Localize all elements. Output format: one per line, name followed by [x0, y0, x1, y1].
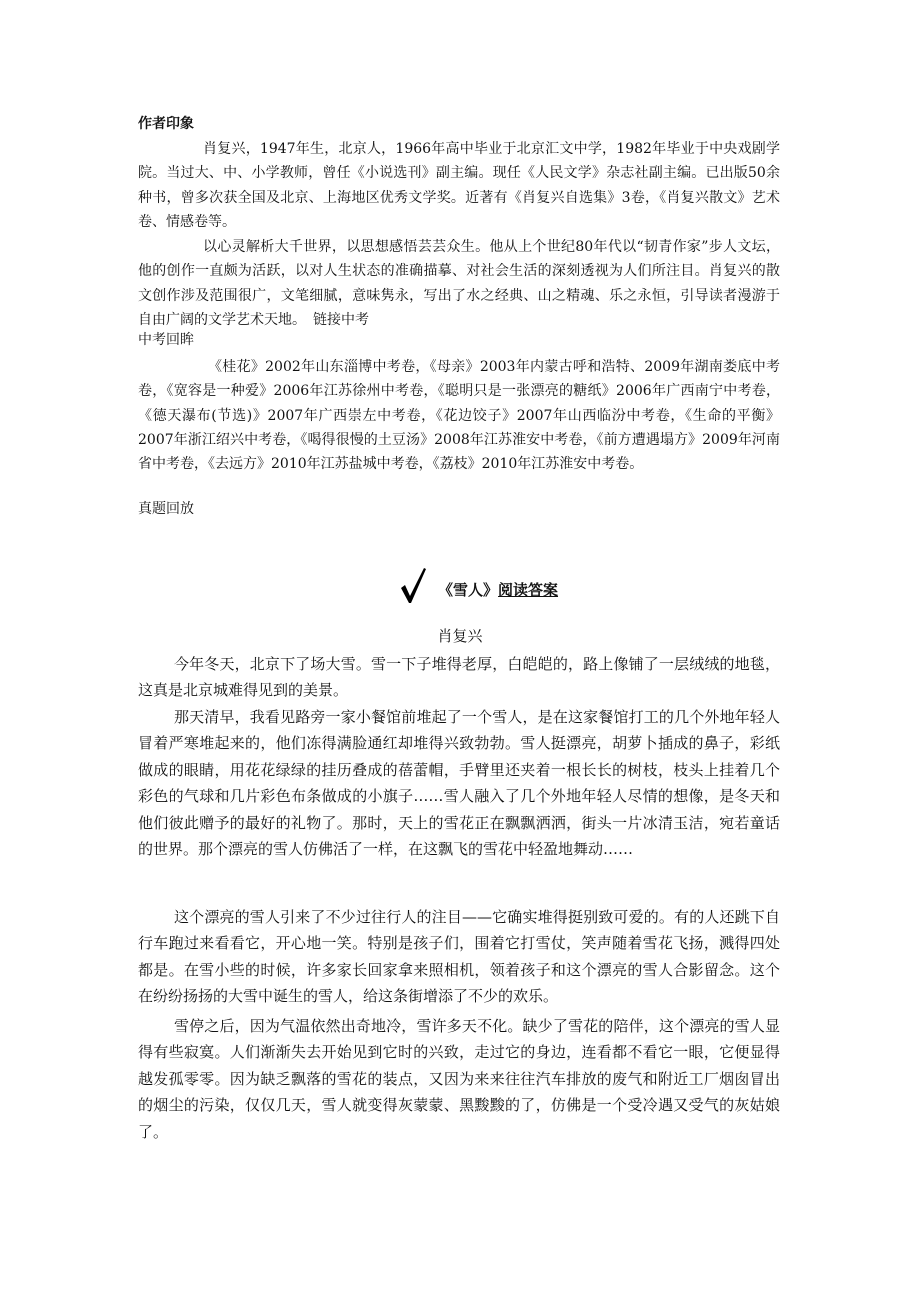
- exam-review-label: 中考回眸: [138, 332, 194, 348]
- author-style-paragraph: 以心灵解析大千世界，以思想感悟芸芸众生。他从上个世纪80年代以“韧青作家”步人文坛，他的创作一直颇为活跃，以对人生状态的准确描摹、对社会生活的深刻透视为人们所注目。肖复兴的散文创作涉及范围很广，文笔细腻，意味隽永，写出了水之经典、山之精魂、乐之永恒，引导读者漫游于自由广阔的文学艺术天地。 链接中考: [138, 239, 780, 328]
- article-paragraph: 那天清早，我看见路旁一家小餐馆前堆起了一个雪人，是在这家餐馆打工的几个外地年轻人冒着严寒堆起来的，他们冻得满脸通红却堆得兴致勃勃。雪人挺漂亮，胡萝卜插成的鼻子，彩纸做成的眼睛，用花花绿绿的挂历叠成的蓓蕾帽，手臂里还夹着一根长长的树枝，枝头上挂着几个彩色的气球和几片彩色布条做成的小旗子……雪人融入了几个外地年轻人尽情的想像，是冬天和他们彼此赠予的最好的礼物了。那时，天上的雪花正在飘飘洒洒，街头一片冰清玉洁，宛若童话的世界。那个漂亮的雪人仿佛活了一样，在这飘飞的雪花中轻盈地舞动……: [138, 708, 780, 859]
- article-paragraph: 雪停之后，因为气温依然出奇地冷，雪许多天不化。缺少了雪花的陪伴，这个漂亮的雪人显得有些寂寞。人们渐渐失去开始见到它时的兴致，走过它的身边，连看都不看它一眼，它便显得越发孤零零。因为缺乏飘落的雪花的装点，又因为来来往往汽车排放的废气和附近工厂烟囱冒出的烟尘的污染，仅仅几天，雪人就变得灰蒙蒙、黑黢黢的了，仿佛是一个受冷遇又受气的灰姑娘了。: [138, 1017, 780, 1141]
- article-title-answer: 阅读答案: [498, 581, 559, 599]
- checkmark-icon: [398, 566, 428, 606]
- section-title-author: 作者印象: [138, 116, 194, 132]
- article-paragraph: 这个漂亮的雪人引来了不少过往行人的注目——它确实堆得挺别致可爱的。有的人还跳下自行车跑过来看看它，开心地一笑。特别是孩子们，围着它打雪仗，笑声随着雪花飞扬，溅得四处都是。在雪小些的时候，许多家长回家拿来照相机，领着孩子和这个漂亮的雪人合影留念。这个在纷纷扬扬的大雪中诞生的雪人，给这条街增添了不少的欢乐。: [138, 908, 780, 1006]
- article-title-main: 《雪人》: [438, 581, 499, 599]
- article-author: 肖复兴: [437, 627, 483, 645]
- article-paragraph: 今年冬天，北京下了场大雪。雪一下子堆得老厚，白皑皑的，路上像铺了一层绒绒的地毯，这真是北京城难得见到的美景。: [138, 655, 780, 700]
- real-exam-label: 真题回放: [138, 501, 194, 517]
- author-bio-paragraph: 肖复兴，1947年生，北京人，1966年高中毕业于北京汇文中学，1982年毕业于中央戏剧学院。当过大、中、小学教师，曾任《小说选刊》副主编。现任《人民文学》杂志社副主编。已出版50余种书，曾多次获全国及北京、上海地区优秀文学奖。近著有《肖复兴自选集》3卷，《肖复兴散文》艺术卷、情感卷等。: [138, 141, 780, 230]
- exam-review-paragraph: 《桂花》2002年山东淄博中考卷，《母亲》2003年内蒙古呼和浩特、2009年湖南娄底中考卷，《宽容是一种爱》2006年江苏徐州中考卷，《聪明只是一张漂亮的糖纸》2006年广西南宁中考卷，《德天瀑布(节选)》2007年广西崇左中考卷，《花边饺子》2007年山西临汾中考卷，《生命的平衡》2007年浙江绍兴中考卷，《喝得很慢的土豆汤》2008年江苏淮安中考卷，《前方遭遇塌方》2009年河南省中考卷，《去远方》2010年江苏盐城中考卷，《荔枝》2010年江苏淮安中考卷。: [138, 359, 780, 473]
- article-title: [438, 578, 558, 602]
